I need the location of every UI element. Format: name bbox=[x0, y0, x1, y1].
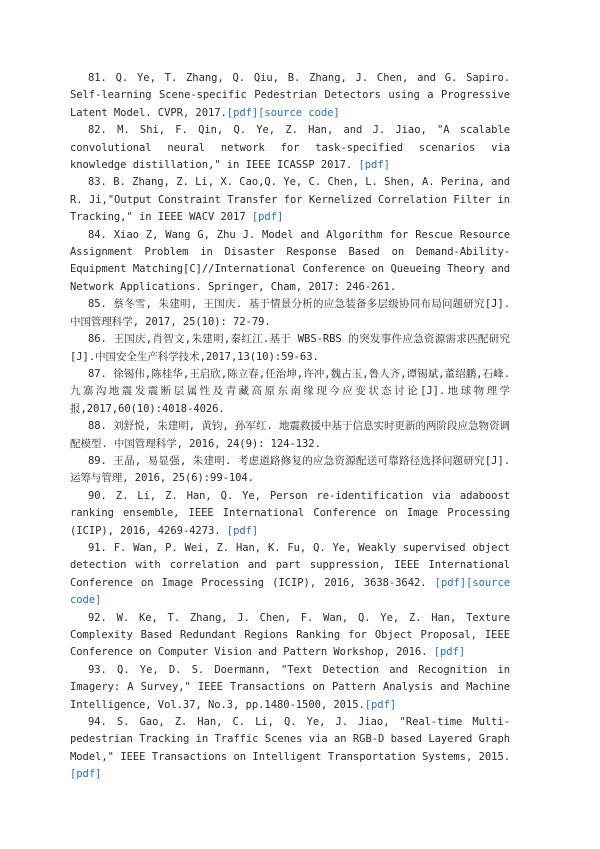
reference-text: Z. Li, Z. Han, Q. Ye, Person re-identification via adaboost ranking ensemble, IEEE International Conference on Image Processing (ICIP), 2016, 4269-4273. bbox=[70, 489, 510, 537]
pdf-link[interactable]: [pdf] bbox=[358, 159, 390, 172]
reference-number: 90. bbox=[88, 489, 107, 502]
reference-text: S. Gao, Z. Han, C. Li, Q. Ye, J. Jiao, "Real-time Multi-pedestrian Tracking in Traffic Scenes via an RGB-D based Layered Graph Model," IEEE Transactions on Intelligent Transportation Systems, 2015. bbox=[70, 716, 510, 763]
reference-text: F. Wan, P. Wei, Z. Han, K. Fu, Q. Ye, Weakly supervised object detection with correlation and part suppression, IEEE International Conference on Image Processing (ICIP), 2016, 3638-3642. bbox=[70, 541, 510, 589]
reference-entry bbox=[70, 610, 510, 662]
reference-entry bbox=[70, 296, 510, 331]
reference-text: Xiao Z, Wang G, Zhu J. Model and Algorithm for Rescue Resource Assignment Problem in Disaster Response Based on Demand-Ability-Equipment Matching[C]//International Conference on Queueing Theory and Network Applications. Springer, Cham, 2017: 246-261. bbox=[70, 228, 510, 293]
reference-entry bbox=[70, 174, 510, 226]
reference-text: 徐锡伟,陈桂华,王启欣,陈立春,任治坤,许冲,魏占玉,鲁人齐,谭锡斌,董绍鹏,石峰.九寨沟地震发震断层属性及青藏高原东南缘现今应变状态讨论[J].地球物理学报,2017,60(10):4018-4026. bbox=[70, 367, 510, 415]
pdf-link[interactable]: [pdf] bbox=[226, 524, 259, 537]
reference-list bbox=[70, 70, 510, 784]
pdf-link[interactable]: [pdf] bbox=[433, 646, 466, 659]
reference-number: 85. bbox=[88, 298, 107, 311]
reference-entry bbox=[70, 540, 510, 610]
reference-text: 刘舒悦, 朱建明, 黄钧, 孙军红. 地震救援中基于信息实时更新的两阶段应急物资调配模型. 中国管理科学, 2016, 24(9): 124-132. bbox=[70, 420, 510, 450]
reference-text: Q. Ye, D. S. Doermann, "Text Detection and Recognition in Imagery: A Survey," IEEE Transactions on Pattern Analysis and Machine Intelligence, Vol.37, No.3, pp.1480-1500, 2015. bbox=[70, 663, 510, 711]
pdf-link[interactable]: [pdf] bbox=[251, 211, 284, 224]
reference-text: 王晶, 易显强, 朱建明. 考虑道路修复的应急资源配送可靠路径选择问题研究[J]. 运筹与管理, 2016, 25(6):99-104. bbox=[70, 454, 510, 485]
reference-number: 89. bbox=[88, 454, 107, 467]
reference-text: 蔡冬雪, 朱建明, 王国庆. 基于情景分析的应急装备多层级协同布局问题研究[J]. 中国管理科学, 2017, 25(10): 72-79. bbox=[70, 298, 510, 328]
pdf-link[interactable]: [pdf] bbox=[364, 698, 397, 711]
pdf-link[interactable]: [pdf] bbox=[226, 106, 259, 119]
reference-number: 83. bbox=[88, 176, 107, 189]
reference-text: M. Shi, F. Qin, Q. Ye, Z. Han, and J. Jiao, "A scalable convolutional neural network for task-specified scenarios via knowledge distillation," in IEEE ICASSP 2017. bbox=[70, 124, 511, 172]
reference-number: 84. bbox=[88, 228, 107, 241]
reference-entry bbox=[70, 70, 510, 122]
reference-number: 86. bbox=[88, 333, 107, 346]
pdf-link[interactable]: [pdf] bbox=[434, 576, 467, 589]
reference-number: 94. bbox=[88, 716, 107, 729]
reference-number: 92. bbox=[88, 611, 107, 624]
reference-entry bbox=[70, 331, 510, 366]
reference-text: Q. Ye, T. Zhang, Q. Qiu, B. Zhang, J. Chen, and G. Sapiro. Self-learning Scene-specific Pedestrian Detectors using a Progressive Latent Model. CVPR, 2017. bbox=[70, 72, 510, 119]
reference-number: 91. bbox=[88, 541, 107, 554]
reference-entry bbox=[70, 453, 510, 488]
reference-number: 81. bbox=[88, 72, 107, 84]
source-code-link[interactable]: [source code] bbox=[258, 106, 340, 119]
pdf-link[interactable]: [pdf] bbox=[70, 768, 102, 781]
reference-text: W. Ke, T. Zhang, J. Chen, F. Wan, Q. Ye, Z. Han, Texture Complexity Based Redundant Regions Ranking for Object Proposal, IEEE Conference on Computer Vision and Pattern Workshop, 2016. bbox=[70, 611, 510, 659]
reference-entry bbox=[70, 488, 510, 540]
reference-text: 王国庆,肖智文,朱建明,秦红江.基于 WBS-RBS 的突发事件应急资源需求匹配研究[J].中国安全生产科学技术,2017,13(10):59-63. bbox=[70, 333, 510, 363]
reference-entry bbox=[70, 662, 510, 714]
reference-text: B. Zhang, Z. Li, X. Cao,Q. Ye, C. Chen, L. Shen, A. Perina, and R. Ji,"Output Constraint Transfer for Kernelized Correlation Filter in Tracking," in IEEE WACV 2017 bbox=[70, 176, 510, 224]
source-code-link[interactable]: [source code] bbox=[70, 576, 510, 607]
reference-entry bbox=[70, 122, 510, 174]
reference-entry bbox=[70, 714, 510, 784]
reference-number: 82. bbox=[88, 124, 107, 137]
reference-number: 87. bbox=[88, 367, 107, 380]
reference-entry bbox=[70, 366, 510, 418]
reference-number: 93. bbox=[88, 663, 107, 676]
reference-number: 88. bbox=[88, 420, 107, 433]
reference-entry bbox=[70, 418, 510, 453]
reference-entry bbox=[70, 227, 510, 297]
